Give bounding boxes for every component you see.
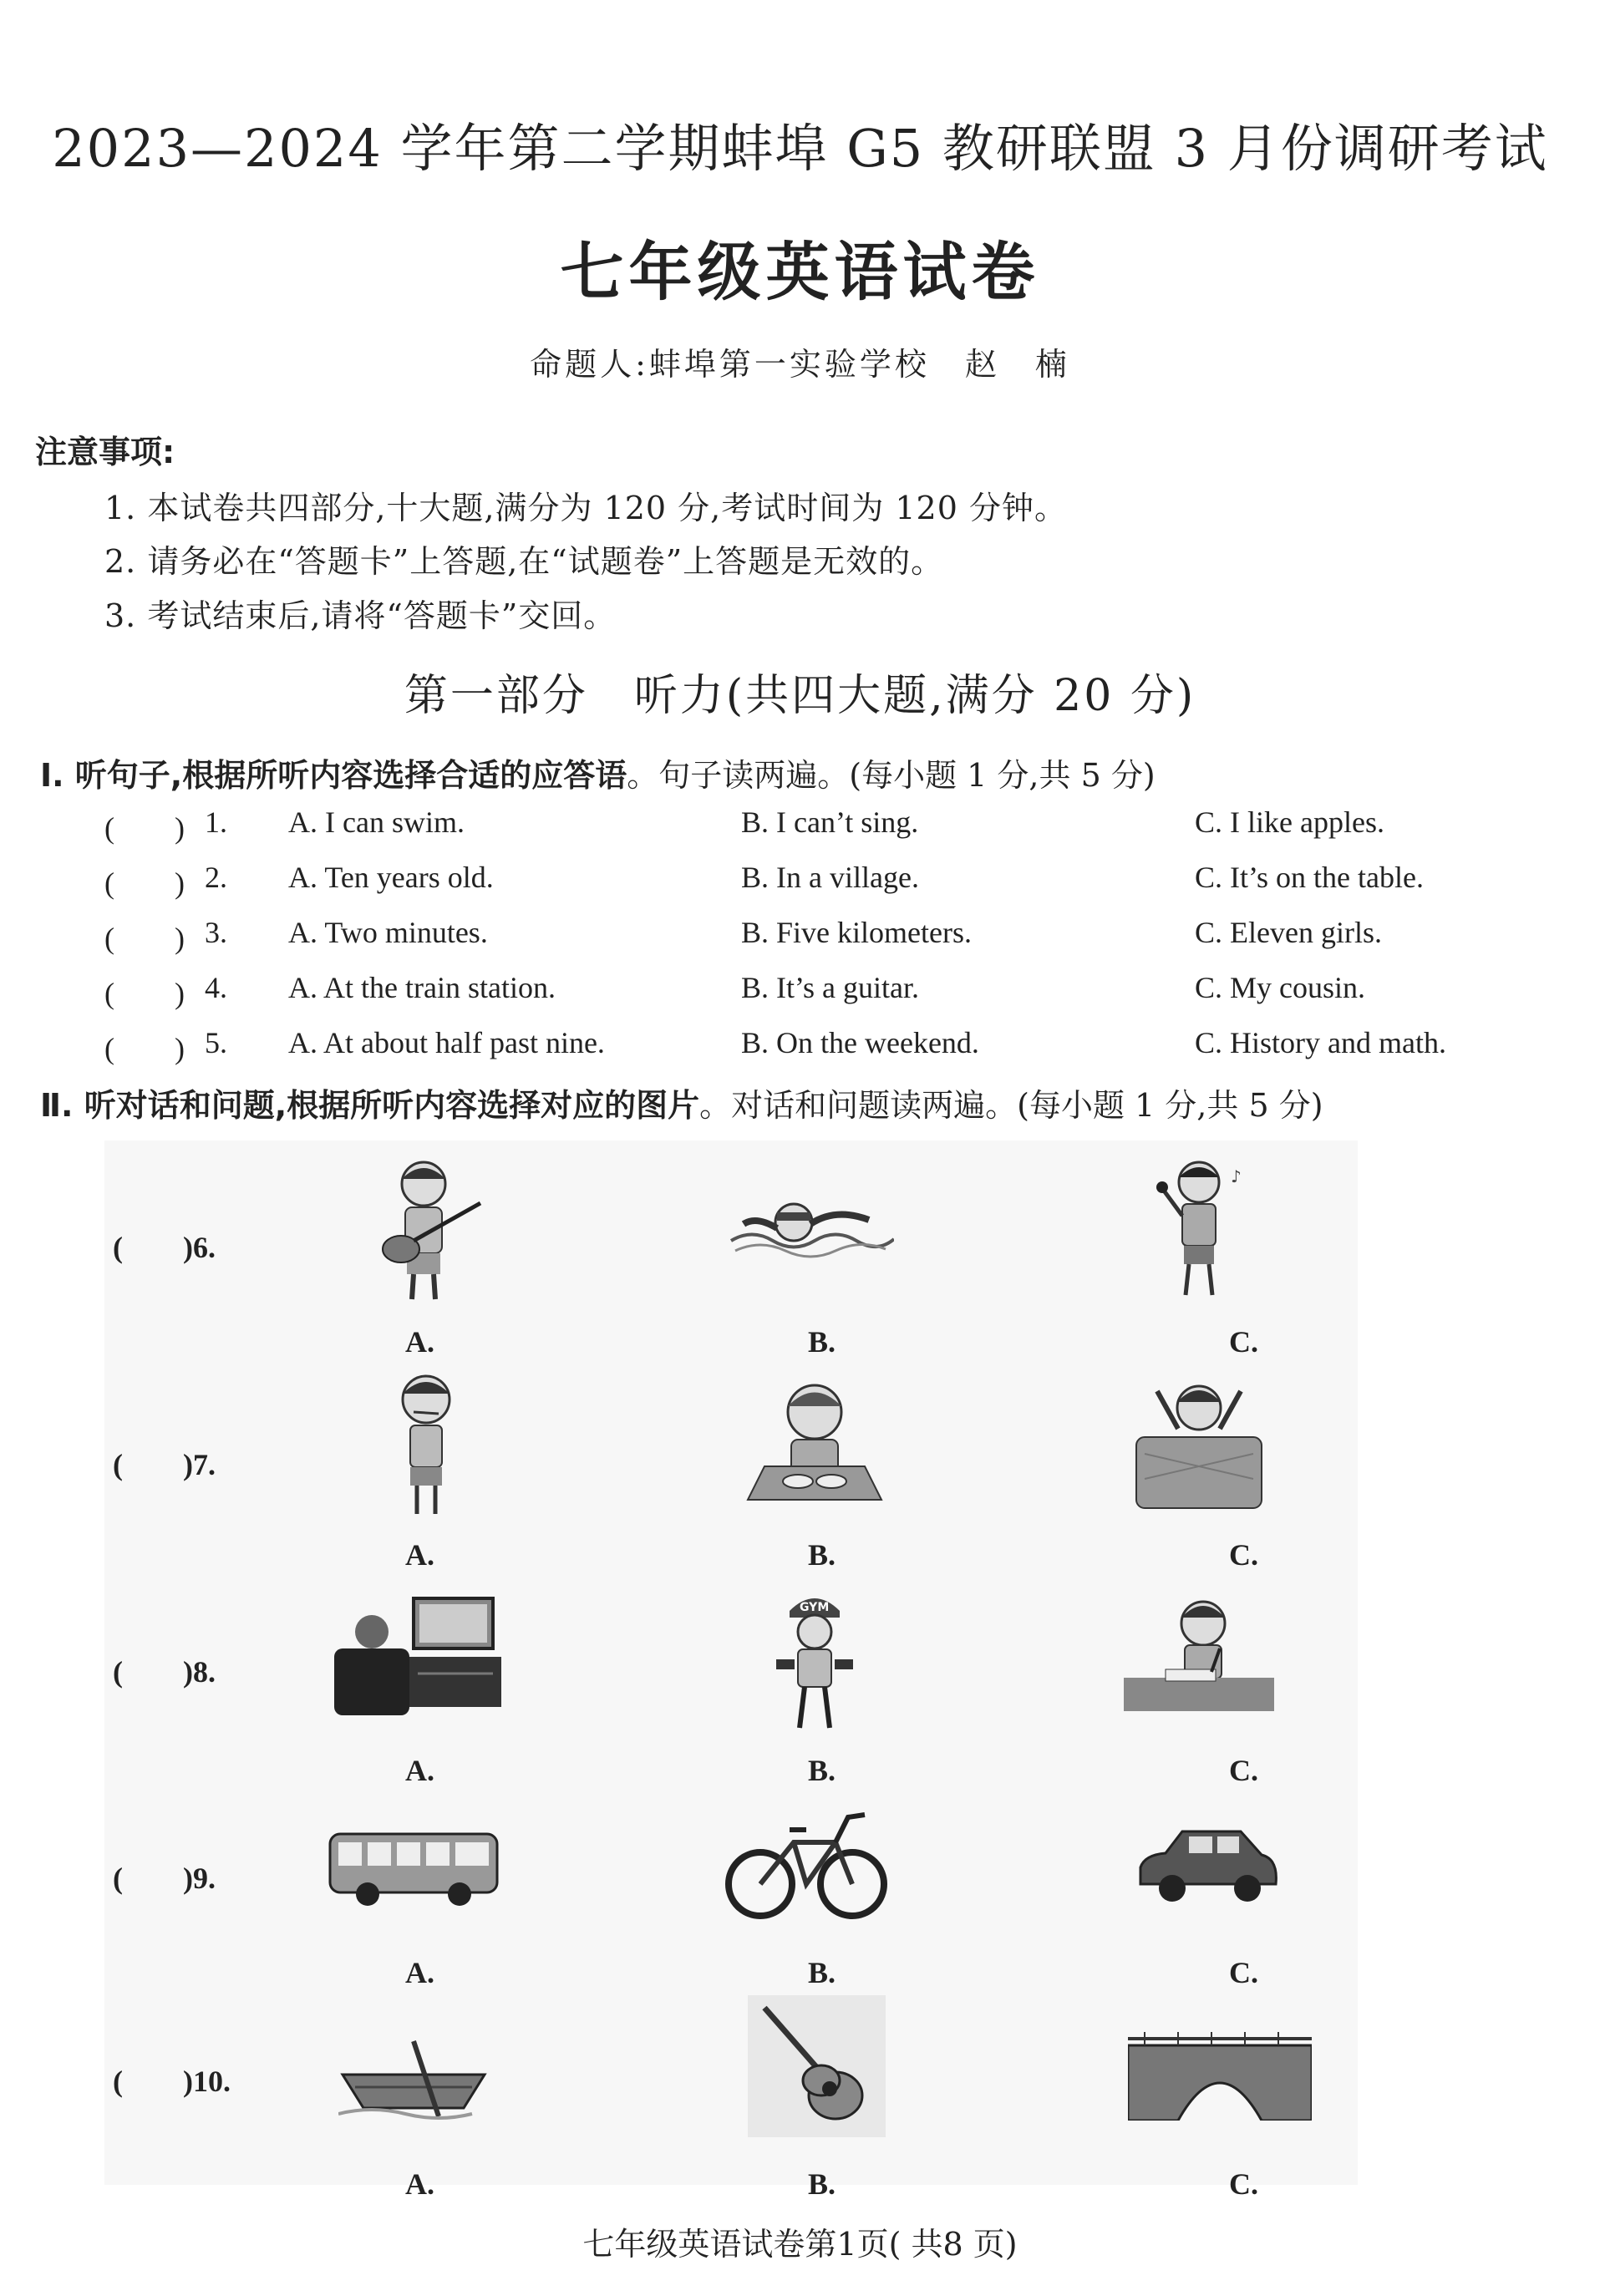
boy-at-gym-icon	[764, 1586, 865, 1736]
section-heading-main: Ⅰ. 听句子,根据所听内容选择合适的应答语	[40, 757, 627, 794]
option-b: B. In a village.	[741, 861, 919, 894]
boy-getting-up-icon	[1128, 1370, 1270, 1512]
section-heading	[40, 1079, 1323, 1125]
question-number: ( )7.	[113, 1448, 216, 1481]
option-b-label: B.	[808, 1956, 836, 1989]
option-a: A. Two minutes.	[288, 916, 488, 949]
question-number: ( )6.	[113, 1231, 216, 1264]
option-a-label: A.	[405, 1538, 434, 1572]
page-title: 七年级英语试卷	[560, 235, 1040, 309]
question-row	[104, 805, 1575, 855]
option-c-label: C.	[1229, 1754, 1258, 1787]
exam-header: 2023—2024 学年第二学期蚌埠 G5 教研联盟 3 月份调研考试	[52, 118, 1548, 179]
option-c-label: C.	[1229, 1956, 1258, 1989]
picture-question	[104, 1995, 1525, 2212]
option-a: A. I can swim.	[288, 805, 465, 839]
picture-question	[104, 1157, 1525, 1374]
bus-icon	[326, 1826, 501, 1909]
bridge-icon	[1128, 2029, 1312, 2121]
question-number: ( )8.	[113, 1655, 216, 1689]
option-c-label: C.	[1229, 1325, 1258, 1359]
question-row	[104, 915, 1575, 965]
section-heading-note: 。句子读两遍。(每小题 1 分,共 5 分)	[627, 757, 1156, 794]
option-b-label: B.	[808, 2167, 836, 2201]
notice-item: 2. 请务必在“答题卡”上答题,在“试题卷”上答题是无效的。	[104, 543, 944, 580]
option-c-label: C.	[1229, 2167, 1258, 2201]
question-row	[104, 860, 1575, 910]
question-number: 1.	[205, 805, 227, 839]
question-number: 3.	[205, 916, 227, 949]
boy-singing-icon	[1140, 1157, 1257, 1303]
option-c: C. Eleven girls.	[1195, 916, 1382, 949]
question-number: 4.	[205, 971, 227, 1004]
option-c: C. I like apples.	[1195, 805, 1384, 839]
section-heading-main: Ⅱ. 听对话和问题,根据所听内容选择对应的图片	[40, 1087, 700, 1124]
answer-paren[interactable]: ( )	[104, 977, 185, 1010]
question-row	[104, 970, 1575, 1020]
guitar-icon	[748, 1995, 886, 2137]
option-a-label: A.	[405, 1325, 434, 1359]
person-watching-tv-icon	[326, 1590, 501, 1715]
option-c: C. It’s on the table.	[1195, 861, 1424, 894]
question-number: ( )10.	[113, 2065, 231, 2098]
answer-paren[interactable]: ( )	[104, 1032, 185, 1065]
bicycle-icon	[723, 1805, 890, 1922]
option-b: B. It’s a guitar.	[741, 971, 919, 1004]
page-footer: 七年级英语试卷第1页( 共8 页)	[582, 2226, 1018, 2263]
option-c: C. My cousin.	[1195, 971, 1366, 1004]
answer-paren[interactable]: ( )	[104, 811, 185, 845]
part-title: 第一部分 听力(共四大题,满分 20 分)	[404, 671, 1196, 721]
option-c: C. History and math.	[1195, 1026, 1446, 1059]
picture-question	[104, 1370, 1525, 1587]
question-number: 2.	[205, 861, 227, 894]
boy-swimming-icon	[727, 1182, 894, 1266]
option-a-label: A.	[405, 2167, 434, 2201]
boy-playing-guitar-icon	[372, 1157, 489, 1308]
option-a: A. Ten years old.	[288, 861, 494, 894]
option-b-label: B.	[808, 1538, 836, 1572]
option-a-label: A.	[405, 1956, 434, 1989]
answer-paren[interactable]: ( )	[104, 866, 185, 900]
option-b: B. Five kilometers.	[741, 916, 972, 949]
notice-item: 3. 考试结束后,请将“答题卡”交回。	[104, 597, 617, 634]
picture-question	[104, 1805, 1525, 2022]
option-a-label: A.	[405, 1754, 434, 1787]
section-heading	[40, 749, 1156, 795]
question-number: 5.	[205, 1026, 227, 1059]
picture-question	[104, 1586, 1525, 1803]
notice-item: 1. 本试卷共四部分,十大题,满分为 120 分,考试时间为 120 分钟。	[104, 490, 1067, 526]
option-b: B. On the weekend.	[741, 1026, 979, 1059]
author-line: 命题人:蚌埠第一实验学校 赵 楠	[530, 346, 1070, 383]
option-b-label: B.	[808, 1325, 836, 1359]
boy-writing-homework-icon	[1120, 1590, 1278, 1719]
option-a: A. At about half past nine.	[288, 1026, 605, 1059]
svg-text:♪: ♪	[1231, 1166, 1242, 1186]
option-c-label: C.	[1229, 1538, 1258, 1572]
option-a: A. At the train station.	[288, 971, 556, 1004]
boy-brushing-teeth-icon	[380, 1370, 472, 1521]
notice-heading: 注意事项:	[35, 434, 175, 470]
section-heading-note: 。对话和问题读两遍。(每小题 1 分,共 5 分)	[699, 1087, 1323, 1124]
answer-paren[interactable]: ( )	[104, 922, 185, 955]
question-number: ( )9.	[113, 1862, 216, 1895]
question-row	[104, 1025, 1575, 1075]
car-icon	[1132, 1821, 1283, 1913]
boat-icon	[338, 2037, 489, 2121]
option-b-label: B.	[808, 1754, 836, 1787]
svg-text:GYM: GYM	[800, 1601, 830, 1614]
boy-eating-breakfast-icon	[739, 1374, 890, 1508]
option-b: B. I can’t sing.	[741, 805, 919, 839]
